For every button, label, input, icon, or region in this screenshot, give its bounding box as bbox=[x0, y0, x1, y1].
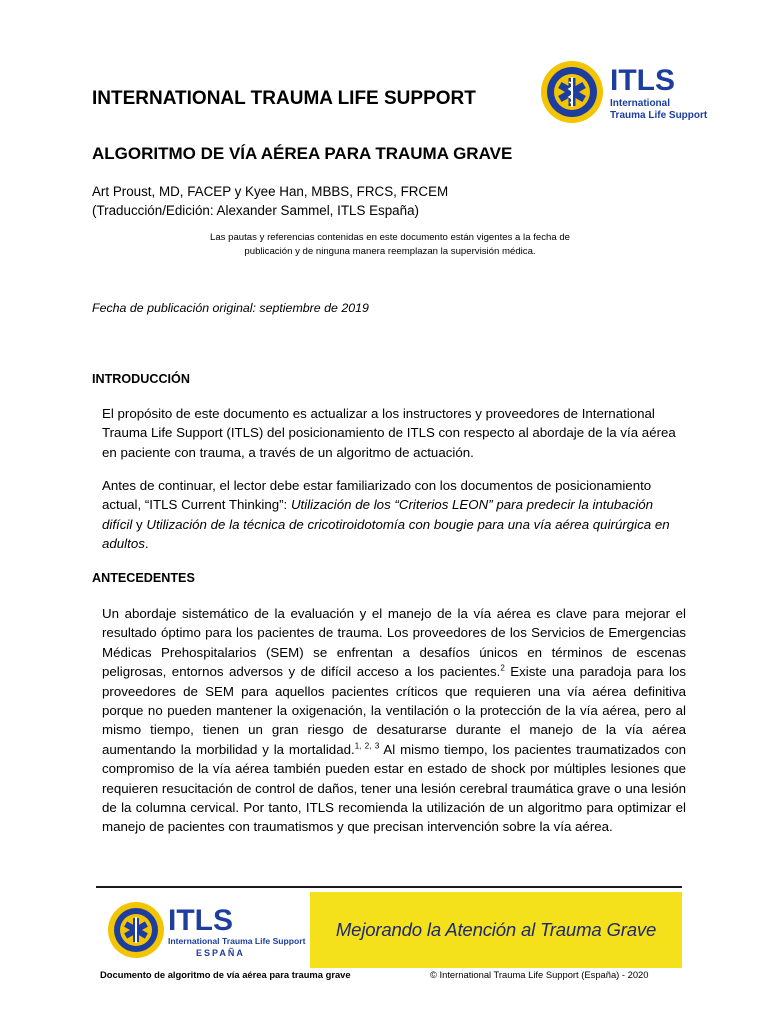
antecedentes-paragraph bbox=[102, 604, 686, 837]
intro-paragraph-2 bbox=[102, 476, 686, 554]
publication-date: Fecha de publicación original: septiembre de 2019 bbox=[92, 301, 369, 315]
itls-logo bbox=[540, 60, 710, 124]
svg-text:International: International bbox=[610, 98, 671, 109]
svg-text:ITLS: ITLS bbox=[610, 64, 675, 97]
authors-block bbox=[92, 182, 448, 220]
footer-banner bbox=[96, 892, 682, 968]
paragraph-text: . bbox=[144, 536, 149, 552]
svg-text:ESPAÑA: ESPAÑA bbox=[196, 948, 245, 958]
paragraph-text: Antes de continuar, el lector debe estar familiarizado con los documentos de posicionamiento actual, “ITLS Current Thinking”: bbox=[102, 478, 652, 513]
intro-paragraph-1: El propósito de este documento es actualizar a los instructores y proveedores de International Trauma Life Support (ITLS) del posicionamiento de ITLS con respecto al abordaje de la vía aérea en paciente con trauma, a través de un algoritmo de actuación. bbox=[102, 406, 676, 460]
paragraph-text: y bbox=[132, 516, 147, 532]
banner-logo bbox=[96, 892, 310, 968]
document-title: INTERNATIONAL TRAUMA LIFE SUPPORT bbox=[92, 88, 476, 109]
authors-line: Art Proust, MD, FACEP y Kyee Han, MBBS, FRCS, FRCEM bbox=[92, 184, 449, 199]
svg-text:Trauma Life Support: Trauma Life Support bbox=[610, 110, 708, 121]
svg-text:International Trauma Life Supp: International Trauma Life Support bbox=[168, 936, 306, 946]
section-heading-antecedentes: ANTECEDENTES bbox=[92, 571, 195, 585]
slogan-panel bbox=[310, 892, 682, 968]
citation-superscript: 2 bbox=[500, 663, 505, 673]
footer-copyright: © International Trauma Life Support (España) - 2020 bbox=[430, 969, 649, 980]
slogan-text: Mejorando la Atención al Trauma Grave bbox=[335, 919, 657, 940]
paragraph-text: Al mismo tiempo, los pacientes traumatizados con compromiso de la vía aérea también pueden estar en estado de shock por múltiples lesiones que requieren resucitación de control de daños, tener una lesión cerebral traumática grave o una lesión de la columna cervical. Por tanto, ITLS recomienda la utilización de un algoritmo para optimizar el manejo de pacientes con traumatismos y que precisan intervención sobre la vía aérea. bbox=[102, 741, 687, 835]
paragraph-text: Existe una paradoja para los proveedores de SEM para aquellos pacientes críticos que requieren una vía aérea definitiva porque no pueden mantener la oxigenación, la ventilación o la protección de la vía aérea, pero al mismo tiempo, tienen un gran riesgo de desaturarse durante el manejo de la vía aérea aumentando la morbilidad y la mortalidad. bbox=[102, 664, 687, 757]
footer-document-name: Documento de algoritmo de vía aérea para trauma grave bbox=[100, 969, 351, 980]
citation-superscript: 1, 2, 3 bbox=[354, 741, 380, 751]
document-subtitle: ALGORITMO DE VÍA AÉREA PARA TRAUMA GRAVE bbox=[92, 144, 513, 163]
section-heading-introduccion: INTRODUCCIÓN bbox=[92, 372, 190, 386]
itls-emblem-icon bbox=[540, 60, 710, 124]
svg-text:ITLS: ITLS bbox=[168, 904, 233, 937]
disclaimer bbox=[160, 231, 620, 259]
document-reference-leon: Utilización de los “Criterios LEON” para predecir la intubación difícil bbox=[102, 497, 654, 532]
document-reference-cricotiroidotomia: Utilización de la técnica de cricotiroidotomía con bougie para una vía aérea quirúrgica en adultos bbox=[102, 516, 670, 552]
itls-espana-logo-icon bbox=[96, 892, 310, 968]
banner-divider bbox=[96, 886, 682, 888]
disclaimer-line: Las pautas y referencias contenidas en este documento están vigentes a la fecha de bbox=[210, 232, 570, 243]
translation-line: (Traducción/Edición: Alexander Sammel, ITLS España) bbox=[92, 203, 419, 218]
paragraph-text: Un abordaje sistemático de la evaluación y el manejo de la vía aérea es clave para mejorar el resultado óptimo para los pacientes de trauma. Los proveedores de los Servicios de Emergencias Médicas Prehospitalarios (SEM) se enfrentan a desafíos únicos en términos de escenas peligrosas, entornos adversos y de difícil acceso a los pacientes. bbox=[102, 606, 686, 680]
disclaimer-line: publicación y de ninguna manera reemplazan la supervisión médica. bbox=[244, 246, 536, 257]
